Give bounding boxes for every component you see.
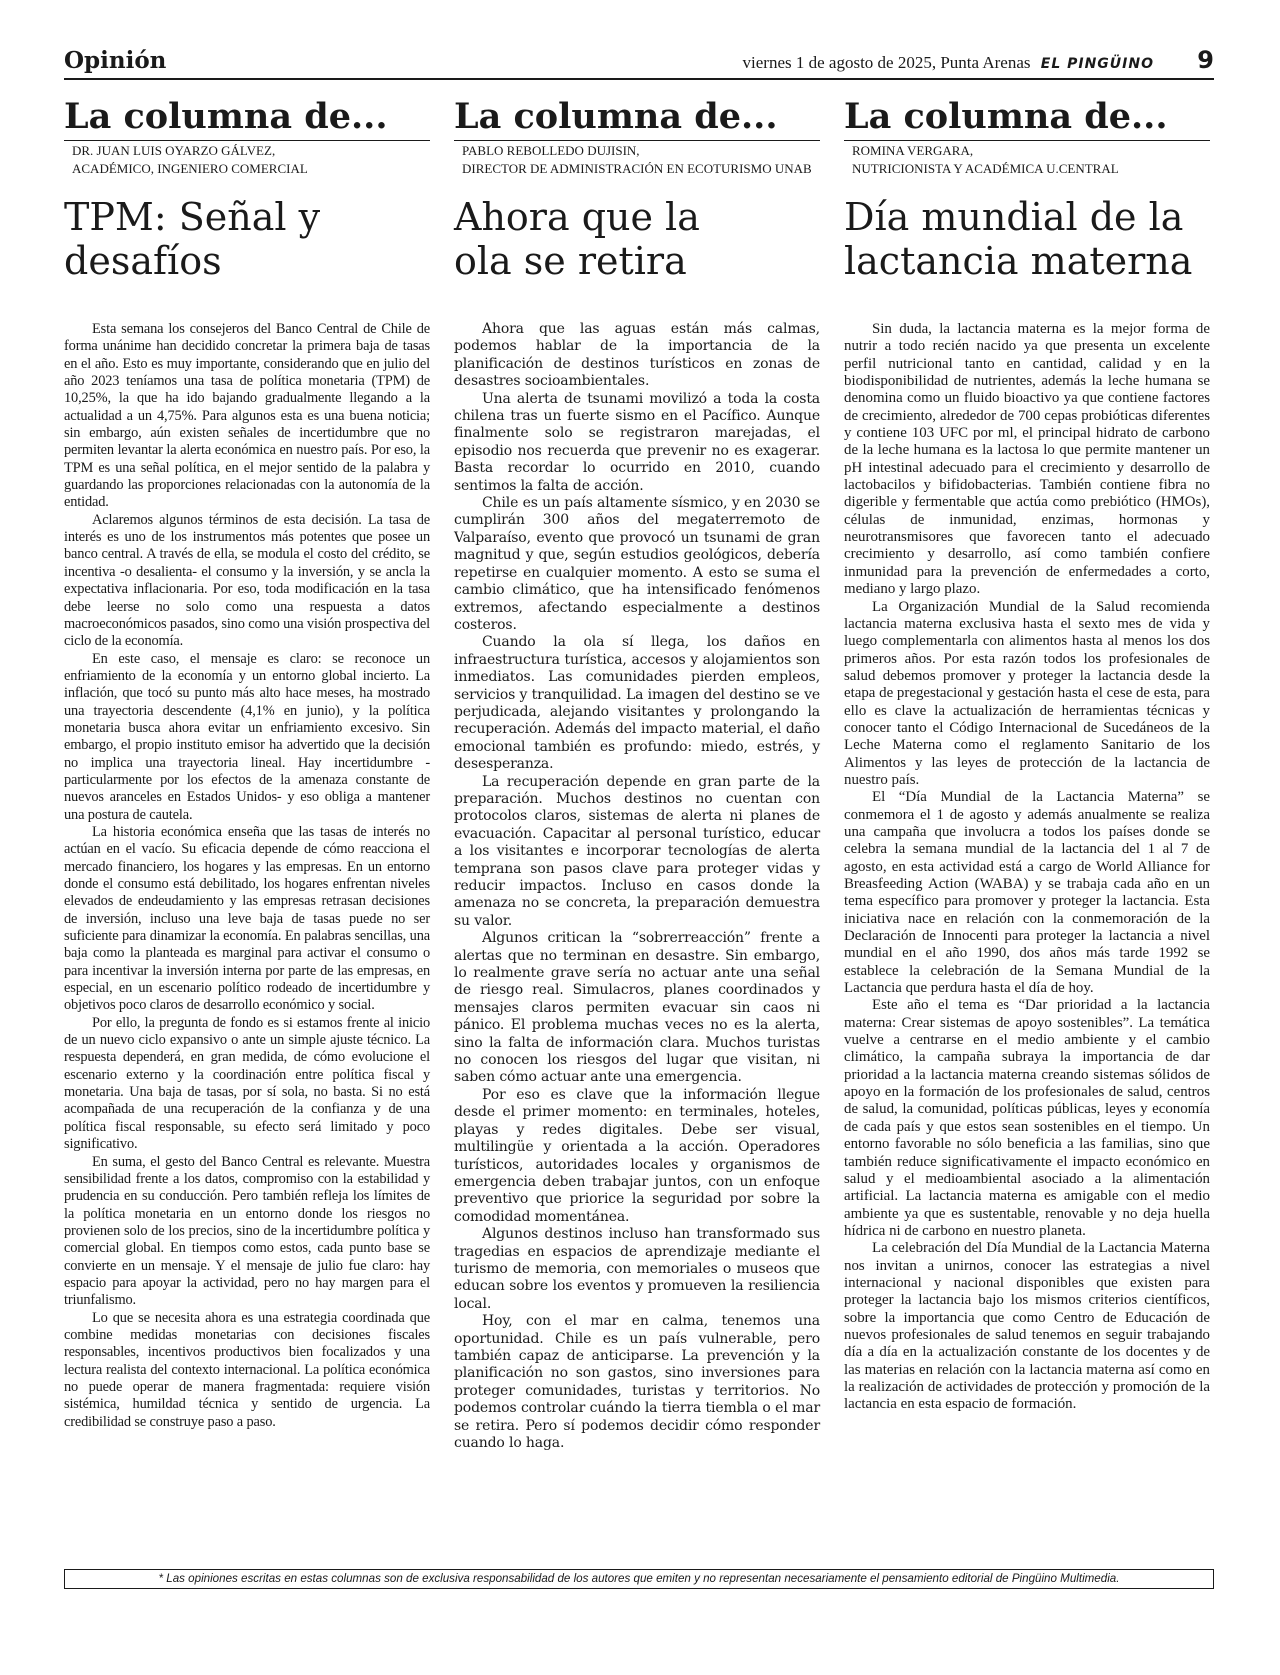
- paragraph: Lo que se necesita ahora es una estrategia coordinada que combine medidas monetarias con decisiones fiscales responsables, incentivos productivos bien focalizados y una lectura realista del contexto internacional. La política económica no puede operar de manera fragmentada: requiere visión sistémica, humildad técnica y sentido de urgencia. La credibilidad se construye paso a paso.: [64, 1309, 430, 1430]
- paragraph: Una alerta de tsunami movilizó a toda la costa chilena tras un fuerte sismo en el Pacífico. Aunque finalmente solo se registraron marejadas, el episodio nos recuerda que prevenir no es exagerar. Basta recordar lo ocurrido en 2010, cuando sentimos la falta de acción.: [454, 390, 820, 494]
- headline-line: lactancia materna: [844, 239, 1193, 283]
- article-headline: [454, 195, 820, 283]
- headline-line: Día mundial de la: [844, 195, 1184, 239]
- section-title: Opinión: [64, 47, 167, 74]
- headline-line: TPM: Señal y: [64, 195, 321, 239]
- headline-line: desafíos: [64, 239, 222, 283]
- author-name: DR. JUAN LUIS OYARZO GÁLVEZ,: [72, 143, 276, 158]
- divider: [454, 140, 820, 141]
- paragraph: La historia económica enseña que las tasas de interés no actúan en el vacío. Su eficacia depende de cómo reacciona el mercado financiero, los hogares y las empresas. En un entorno donde el consumo está debilitado, los hogares enfrentan niveles elevados de endeudamiento y las empresas retrasan decisiones de inversión, incluso una leve baja de tasas puede no ser suficiente para dinamizar la economía. En palabras sencillas, una baja como la planteada es marginal para activar el consumo o para incentivar la inversión interna por parte de las empresas, en especial, en un escenario político rodeado de incertidumbre y objetivos poco claros de desarrollo económico y social.: [64, 823, 430, 1014]
- paragraph: Por ello, la pregunta de fondo es si estamos frente al inicio de un nuevo ciclo expansivo o ante un simple ajuste técnico. La respuesta dependerá, en gran medida, de cómo evolucione el escenario externo y la coordinación entre política fiscal y monetaria. Una baja de tasas, por sí sola, no basta. Si no está acompañada de una recuperación de la confianza y de una política fiscal responsable, su efecto será limitado y poco significativo.: [64, 1014, 430, 1153]
- article-headline: [844, 195, 1210, 283]
- paragraph: La recuperación depende en gran parte de la preparación. Muchos destinos no cuentan con protocolos claros, sistemas de alerta ni planes de evacuación. Capacitar al personal turístico, educar a los visitantes e incorporar tecnologías de alerta temprana son pasos clave para proteger vidas y reducir impactos. Incluso en casos donde la amenaza no se concreta, la preparación demuestra su valor.: [454, 773, 820, 929]
- divider: [844, 140, 1210, 141]
- masthead: [64, 46, 1214, 80]
- paragraph: Esta semana los consejeros del Banco Central de Chile de forma unánime han decidido concretar la primera baja de tasas en el año. Esto es muy importante, considerando que en julio del año 2023 teníamos una tasa de política monetaria (TPM) de 10,25%, la que ha ido bajando gradualmente llegando a la actualidad a un 4,75%. Para algunos esta es una buena noticia; sin embargo, aún existen señales de incertidumbre que no permiten levantar la alerta económica en nuestro país. Por eso, la TPM es una señal política, en el mejor sentido de la palabra y guardando las proporciones relacionadas con la autonomía de la entidad.: [64, 321, 430, 511]
- paragraph: Algunos critican la “sobrerreacción” frente a alertas que no terminan en desastre. Sin embargo, lo realmente grave sería no actuar ante una señal de riesgo real. Simulacros, planes coordinados y mensajes claros permiten evacuar sin caos ni pánico. El problema muchas veces no es la alerta, sino la falta de información clara. Muchos turistas no conocen los riesgos del lugar que visitan, ni saben cómo actuar ante una emergencia.: [454, 930, 820, 1086]
- column-kicker: La columna de...: [454, 96, 778, 137]
- paragraph: En este caso, el mensaje es claro: se reconoce un enfriamiento de la economía y un entorno global incierto. La inflación, que tocó su punto más alto hace meses, ha mostrado una trayectoria descendente (4,1% en junio), y la política monetaria busca ahora evitar un enfriamiento excesivo. Sin embargo, el propio instituto emisor ha advertido que la decisión no implica una trayectoria lineal. Hay incertidumbre -particularmente por los efectos de la amenaza constante de nuevos aranceles en Estados Unidos- y eso obliga a mantener una postura de cautela.: [64, 650, 430, 823]
- author-name: ROMINA VERGARA,: [852, 143, 974, 158]
- headline-line: Ahora que la: [454, 195, 700, 239]
- column-kicker: La columna de...: [64, 96, 388, 137]
- author-name: PABLO REBOLLEDO DUJISIN,: [462, 143, 640, 158]
- dateline: [743, 52, 1154, 75]
- newspaper-logo: EL PINGÜINO: [1040, 56, 1154, 72]
- author-role: DIRECTOR DE ADMINISTRACIÓN EN ECOTURISMO UNAB: [462, 161, 812, 176]
- paragraph: Algunos destinos incluso han transformado sus tragedias en espacios de aprendizaje mediante el turismo de memoria, con memoriales o museos que educan sobre los eventos y promueven la resiliencia local.: [454, 1226, 820, 1312]
- article-headline: [64, 195, 430, 283]
- opinion-column-1: [64, 96, 430, 1431]
- article-body: [844, 321, 1210, 1414]
- headline-line: ola se retira: [454, 239, 687, 283]
- date-place: viernes 1 de agosto de 2025, Punta Arenas: [742, 53, 1031, 72]
- paragraph: Por eso es clave que la información llegue desde el primer momento: en terminales, hoteles, playas y redes digitales. Debe ser visual, multilingüe y orientada a la acción. Operadores turísticos, autoridades locales y organismos de emergencia deben trabajar juntos, con un enfoque preventivo que priorice la seguridad por sobre la comodidad momentánea.: [454, 1086, 820, 1225]
- author-role: NUTRICIONISTA Y ACADÉMICA U.CENTRAL: [852, 161, 1119, 176]
- column-kicker: La columna de...: [844, 96, 1168, 137]
- paragraph: Sin duda, la lactancia materna es la mejor forma de nutrir a todo recién nacido ya que presenta un excelente perfil nutricional tanto en cantidad, calidad y en la biodisponibilidad de nutrientes, además la leche humana se denomina como un fluido bioactivo ya que contiene factores de crecimiento, alrededor de 700 cepas probióticas diferentes y contiene 103 UFC por ml, el principal hidrato de carbono de la leche humana es la lactosa lo que permite mantener un pH intestinal adecuado para el crecimiento y desarrollo de lactobacilos y bifidobacterias. También contiene fibra no digerible y fermentable que actúa como prebiótico (HMOs), células de inmunidad, enzimas, hormonas y neurotransmisores que favorecen tanto el adecuado crecimiento y desarrollo, así como también confiere inmunidad para la prevención de enfermedades a corto, mediano y largo plazo.: [844, 321, 1210, 598]
- paragraph: Ahora que las aguas están más calmas, podemos hablar de la importancia de la planificación de destinos turísticos en zonas de desastres socioambientales.: [454, 321, 820, 390]
- author-role: ACADÉMICO, INGENIERO COMERCIAL: [72, 161, 308, 176]
- paragraph: La Organización Mundial de la Salud recomienda lactancia materna exclusiva hasta el sexto mes de vida y luego complementarla con alimentos hasta al menos los dos primeros años. Por esta razón todos los profesionales de salud debemos promover y proteger la lactancia desde la etapa de pregestacional y gestación hasta el cese de esta, para ello es clave la actualización de herramientas técnicas y conocer tanto el Código Internacional de Sucedáneos de la Leche Materna como el reglamento Sanitario de los Alimentos y las leyes de protección de la lactancia de nuestro país.: [844, 598, 1210, 788]
- paragraph: En suma, el gesto del Banco Central es relevante. Muestra sensibilidad frente a los datos, compromiso con la estabilidad y prudencia en su conducción. Pero también refleja los límites de la política monetaria en un entorno donde los riesgos no provienen solo de los precios, sino de la incertidumbre política y comercial global. En tiempos como estos, cada punto base se convierte en un mensaje. Y el mensaje de julio fue claro: hay espacio para apoyar la actividad, pero no hay margen para el triunfalismo.: [64, 1153, 430, 1309]
- paragraph: Este año el tema es “Dar prioridad a la lactancia materna: Crear sistemas de apoyo sostenibles”. La temática vuelve a centrarse en el medio ambiente y el cambio climático, la campaña subraya la importancia de dar prioridad a la lactancia materna creando sistemas sólidos de apoyo en la formación de los profesionales de salud, centros de salud, la comunidad, políticas públicas, leyes y economía de cada país y que estos sean sostenibles en el tiempo. Un entorno favorable no sólo beneficia a las familias, sino que también reduce significativamente el impacto económico en salud y el medioambiental asociado a la alimentación artificial. La lactancia materna es amigable con el medio ambiente ya que es sustentable, renovable y no deja huella hídrica ni de carbono en nuestro planeta.: [844, 997, 1210, 1239]
- paragraph: El “Día Mundial de la Lactancia Materna” se conmemora el 1 de agosto y además anualmente se realiza una campaña que involucra a todos los países donde se celebra la semana mundial de la lactancia del 1 al 7 de agosto, en esta actividad está a cargo de World Alliance for Breasfeeding Action (WABA) y se trabaja cada año en un tema específico para promover y proteger la lactancia. Esta iniciativa nace en relación con la conmemoración de la Declaración de Innocenti para proteger la lactancia a nivel mundial en el año 1990, dos años más tarde 1992 se establece la celebración de la Semana Mundial de la Lactancia que perdura hasta el día de hoy.: [844, 789, 1210, 997]
- article-body: [64, 321, 430, 1431]
- paragraph: La celebración del Día Mundial de la Lactancia Materna nos invitan a unirnos, conocer las estrategias a nivel internacional y nacional disponibles que existen para proteger la lactancia bajo los mismos criterios científicos, sobre la importancia que como Centro de Educación de nuevos profesionales de salud tenemos en seguir trabajando día a día en la actualización constante de los docentes y de las materias en relación con la lactancia materna así como en la realización de actividades de protección y promoción de la lactancia en esta espacio de formación.: [844, 1240, 1210, 1413]
- disclaimer-box: * Las opiniones escritas en estas columnas son de exclusiva responsabilidad de los autores que emiten y no representan necesariamente el pensamiento editorial de Pingüino Multimedia.: [64, 1569, 1214, 1589]
- divider: [64, 140, 430, 141]
- paragraph: Hoy, con el mar en calma, tenemos una oportunidad. Chile es un país vulnerable, pero también capaz de anticiparse. La prevención y la planificación no son gastos, sino inversiones para proteger comunidades, turistas y territorios. No podemos controlar cuándo la tierra tiembla o el mar se retira. Pero sí podemos decidir cómo responder cuando lo haga.: [454, 1313, 820, 1451]
- article-body: [454, 321, 820, 1452]
- paragraph: Cuando la ola sí llega, los daños en infraestructura turística, accesos y alojamientos son inmediatos. Las comunidades pierden empleos, servicios y tranquilidad. La imagen del destino se ve perjudicada, alejando visitantes y prolongando la recuperación. Además del impacto material, el daño emocional también es profundo: miedo, estrés, y desesperanza.: [454, 634, 820, 773]
- paragraph: Aclaremos algunos términos de esta decisión. La tasa de interés es uno de los instrumentos más potentes que posee un banco central. A través de ella, se modula el costo del crédito, se incentiva -o desalienta- el consumo y la inversión, y se ancla la expectativa inflacionaria. Por eso, toda modificación en la tasa debe leerse no solo como una respuesta a datos macroeconómicos pasados, sino como una visión prospectiva del ciclo de la economía.: [64, 511, 430, 650]
- opinion-column-2: [454, 96, 820, 1452]
- page-number: 9: [1197, 46, 1214, 74]
- opinion-column-3: [844, 96, 1210, 1414]
- paragraph: Chile es un país altamente sísmico, y en 2030 se cumplirán 300 años del megaterremoto de Valparaíso, evento que provocó un tsunami de gran magnitud y que, según estudios geológicos, debería repetirse en cualquier momento. A esto se suma el cambio climático, que ha intensificado fenómenos extremos, afectando especialmente a destinos costeros.: [454, 495, 820, 633]
